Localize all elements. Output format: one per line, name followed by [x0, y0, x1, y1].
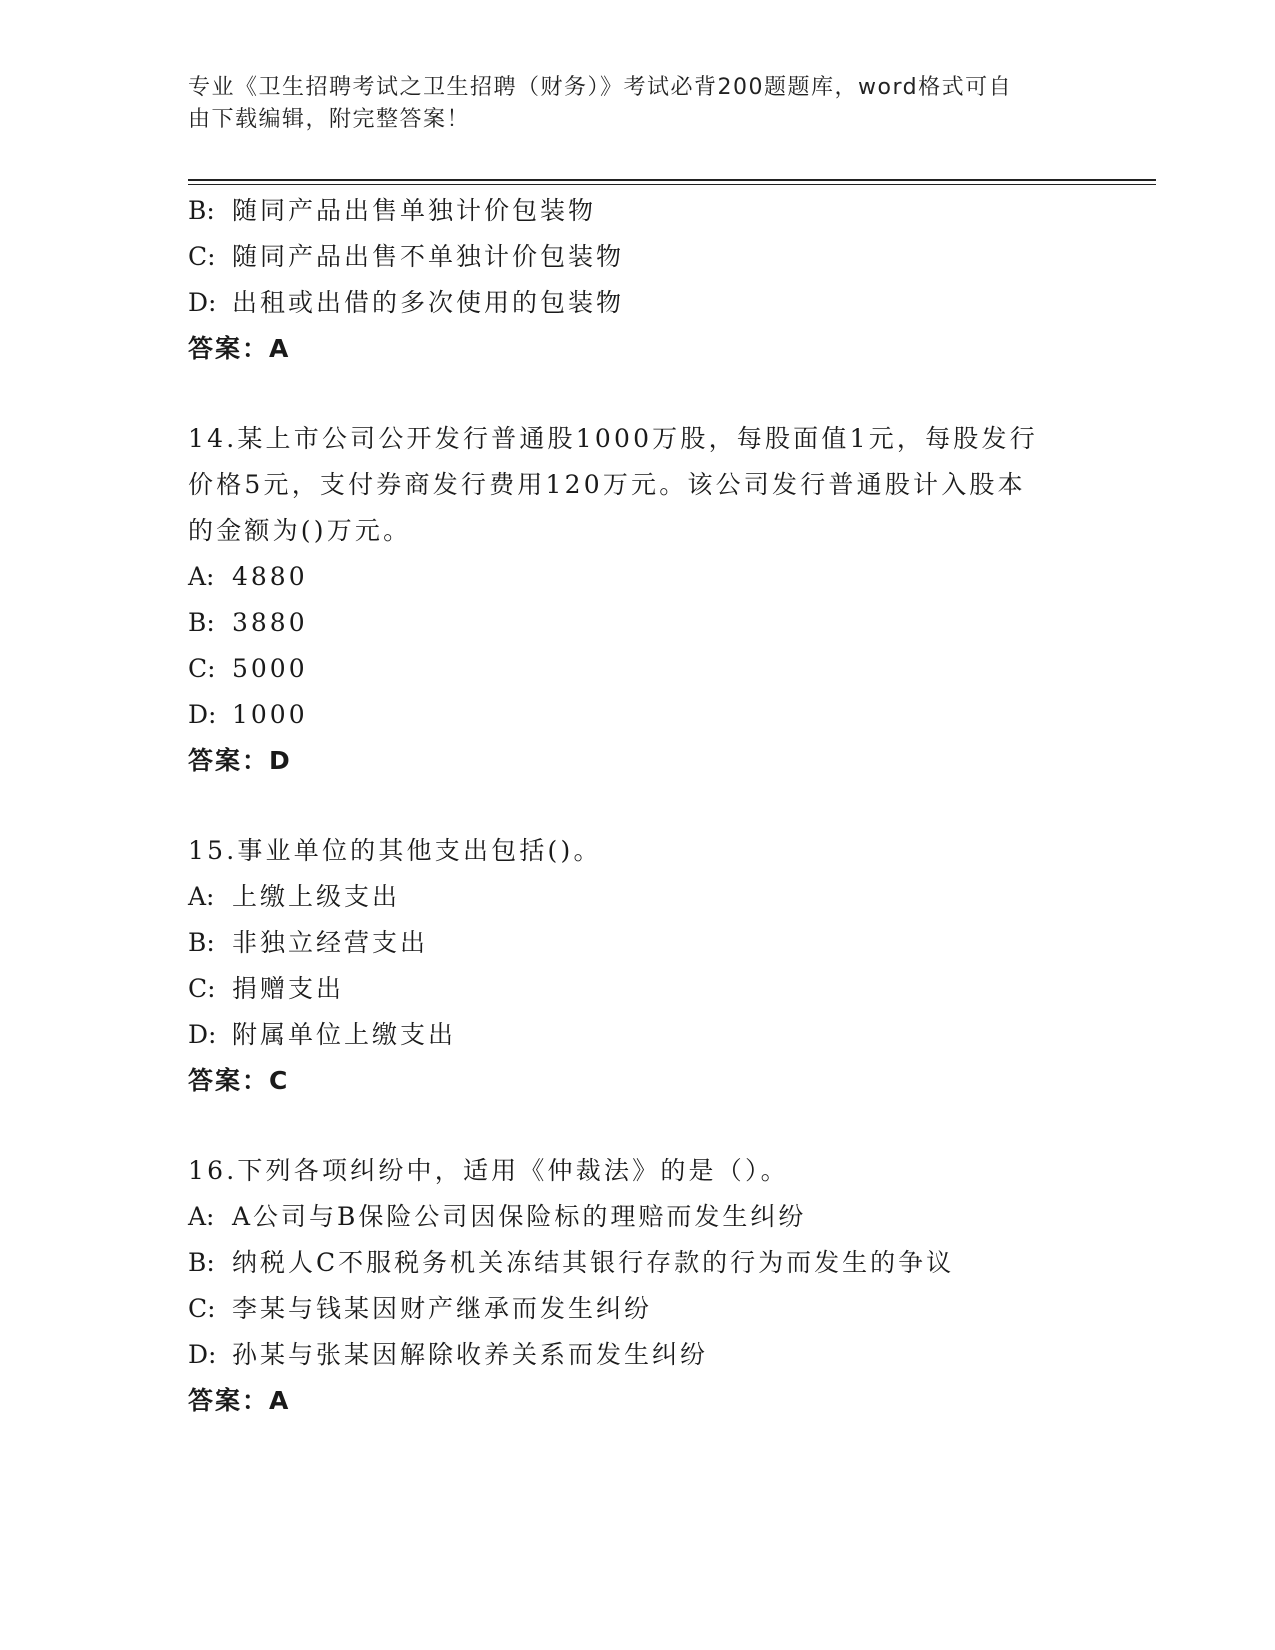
option-prefix: B: [188, 928, 215, 957]
option-prefix: C: [188, 974, 216, 1003]
question-14 [188, 416, 1088, 784]
option-d [188, 1332, 1088, 1378]
option-text: 5000 [232, 654, 308, 683]
option-d [188, 692, 1088, 738]
header-line-1: 专业《卫生招聘考试之卫生招聘（财务）》考试必背200题题库，word格式可自 [188, 75, 1013, 100]
question-stem-line: 14.某上市公司公开发行普通股1000万股，每股面值1元，每股发行 [188, 424, 1038, 453]
question-stem-line: 价格5元，支付券商发行费用120万元。该公司发行普通股计入股本 [188, 470, 1026, 499]
option-prefix: C: [188, 242, 216, 271]
option-text: 3880 [232, 608, 308, 637]
option-a [188, 554, 1088, 600]
question-stem-line: 15.事业单位的其他支出包括()。 [188, 836, 602, 865]
option-prefix: C: [188, 654, 216, 683]
option-text: 1000 [232, 700, 308, 729]
option-text: 随同产品出售不单独计价包装物 [232, 242, 625, 271]
option-prefix: B: [188, 1248, 215, 1277]
option-a [188, 874, 1088, 920]
spacer [188, 784, 1088, 828]
option-prefix: A: [188, 882, 215, 911]
spacer [188, 1104, 1088, 1148]
question-stem-line: 16.下列各项纠纷中，适用《仲裁法》的是（）。 [188, 1156, 789, 1185]
option-c [188, 234, 1088, 280]
option-prefix: C: [188, 1294, 216, 1323]
answer-line: 答案：C [188, 1066, 290, 1095]
header-line-2: 由下载编辑，附完整答案！ [188, 107, 471, 132]
option-text: 李某与钱某因财产继承而发生纠纷 [232, 1294, 653, 1323]
option-text: 上缴上级支出 [232, 882, 401, 911]
header-divider-thin [188, 184, 1156, 185]
option-text: 孙某与张某因解除收养关系而发生纠纷 [232, 1340, 709, 1369]
question-13 [188, 188, 1088, 372]
answer-line: 答案：A [188, 1386, 291, 1415]
option-prefix: D: [188, 1340, 217, 1369]
option-text: 出租或出借的多次使用的包装物 [232, 288, 625, 317]
option-prefix: D: [188, 288, 217, 317]
option-prefix: D: [188, 700, 217, 729]
option-d [188, 280, 1088, 326]
option-text: 随同产品出售单独计价包装物 [232, 196, 597, 225]
option-text: 附属单位上缴支出 [232, 1020, 457, 1049]
option-prefix: D: [188, 1020, 217, 1049]
option-c [188, 646, 1088, 692]
option-b [188, 188, 1088, 234]
option-b [188, 600, 1088, 646]
option-text: 捐赠支出 [232, 974, 345, 1003]
option-text: 纳税人C不服税务机关冻结其银行存款的行为而发生的争议 [232, 1248, 955, 1277]
question-list [188, 188, 1088, 1424]
question-stem-line: 的金额为()万元。 [188, 516, 412, 545]
option-text: A公司与B保险公司因保险标的理赔而发生纠纷 [232, 1202, 807, 1231]
answer-line: 答案：D [188, 746, 292, 775]
document-header [188, 72, 1068, 136]
question-16 [188, 1148, 1088, 1424]
question-15 [188, 828, 1088, 1104]
option-c [188, 966, 1088, 1012]
option-text: 4880 [232, 562, 308, 591]
option-b [188, 1240, 1088, 1286]
header-divider-thick [188, 179, 1156, 181]
option-text: 非独立经营支出 [232, 928, 429, 957]
option-prefix: A: [188, 1202, 215, 1231]
option-d [188, 1012, 1088, 1058]
option-a [188, 1194, 1088, 1240]
option-prefix: B: [188, 196, 215, 225]
option-prefix: B: [188, 608, 215, 637]
option-prefix: A: [188, 562, 215, 591]
spacer [188, 372, 1088, 416]
answer-line: 答案：A [188, 334, 291, 363]
option-c [188, 1286, 1088, 1332]
option-b [188, 920, 1088, 966]
